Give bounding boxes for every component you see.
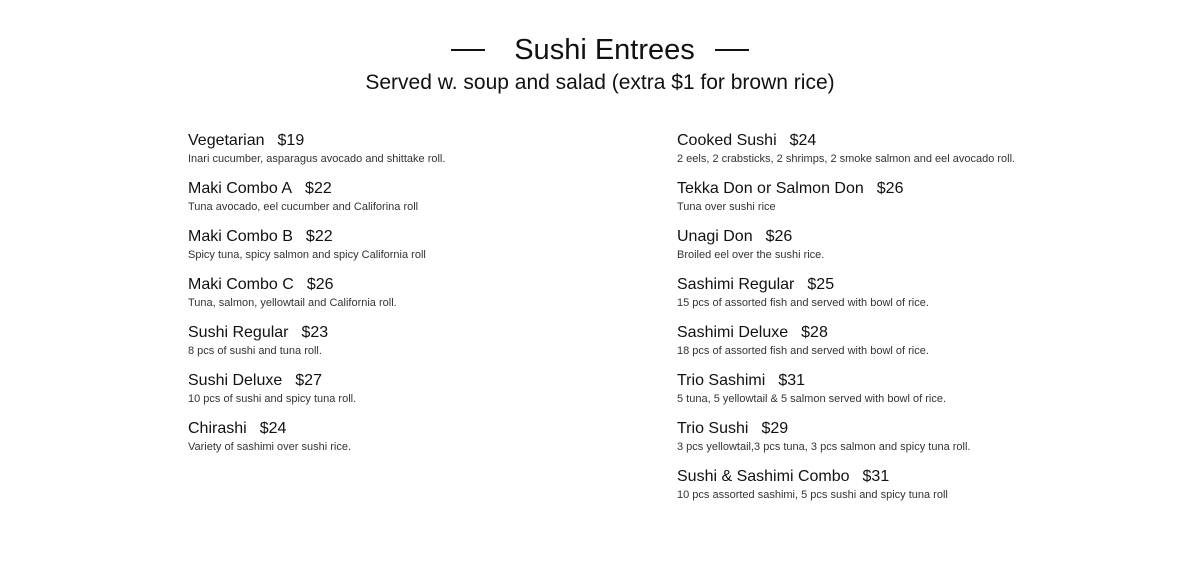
menu-item	[677, 321, 1177, 369]
menu-item-heading	[188, 129, 648, 151]
menu-item-heading	[677, 177, 1177, 199]
menu-item	[188, 129, 648, 177]
menu-item-description: Tuna, salmon, yellowtail and California roll.	[188, 297, 397, 309]
menu-item-price: $26	[765, 228, 793, 245]
menu-item-name: Maki Combo A	[188, 180, 293, 197]
menu-item-name: Sushi Regular	[188, 324, 289, 341]
title-left-dash	[451, 49, 485, 51]
menu-title: Sushi Entrees	[514, 34, 695, 66]
menu-item	[677, 225, 1177, 273]
menu-item-price: $22	[305, 180, 332, 197]
menu-item-name: Cooked Sushi	[677, 132, 777, 149]
menu-item-price: $29	[761, 420, 789, 437]
title-right-dash	[715, 49, 749, 51]
menu-item-description: Tuna avocado, eel cucumber and Califorina roll	[188, 201, 419, 213]
menu-item-heading	[188, 417, 648, 439]
menu-item-heading	[677, 369, 1177, 391]
menu-item-description: 15 pcs of assorted fish and served with bowl of rice.	[677, 297, 929, 309]
menu-item-heading	[677, 465, 1177, 487]
menu-item	[677, 129, 1177, 177]
menu-item-heading	[188, 177, 648, 199]
menu-item-price: $28	[801, 324, 828, 341]
menu-item-name: Trio Sashimi	[677, 372, 766, 389]
menu-item-price: $31	[862, 468, 890, 485]
menu-item-price: $19	[277, 132, 305, 149]
menu-item	[188, 273, 648, 321]
menu-item-price: $27	[295, 372, 322, 389]
menu-item-price: $26	[876, 180, 904, 197]
menu-item-description: 10 pcs assorted sashimi, 5 pcs sushi and spicy tuna roll	[677, 489, 948, 501]
menu-item-heading	[677, 273, 1177, 295]
menu-item-description: Broiled eel over the sushi rice.	[677, 249, 825, 261]
menu-item	[677, 465, 1177, 513]
menu-item-description: 8 pcs of sushi and tuna roll.	[188, 345, 322, 357]
title-row	[0, 30, 1200, 70]
menu-item-heading	[677, 129, 1177, 151]
menu-item-description: 5 tuna, 5 yellowtail & 5 salmon served with bowl of rice.	[677, 393, 947, 405]
menu-item	[677, 177, 1177, 225]
menu-item-name: Unagi Don	[677, 228, 753, 245]
menu-item-name: Sashimi Regular	[677, 276, 795, 293]
menu-item-heading	[677, 321, 1177, 343]
menu-item-description: Tuna over sushi rice	[677, 201, 776, 213]
menu-item	[188, 225, 648, 273]
menu-item-price: $24	[259, 420, 287, 437]
menu-item-name: Sushi Deluxe	[188, 372, 283, 389]
menu-item-name: Vegetarian	[188, 132, 265, 149]
menu-item-description: 10 pcs of sushi and spicy tuna roll.	[188, 393, 357, 405]
menu-item	[677, 273, 1177, 321]
menu-item	[188, 417, 648, 465]
menu-item-heading	[188, 321, 648, 343]
menu-item-name: Sushi & Sashimi Combo	[677, 468, 850, 485]
menu-item-heading	[188, 225, 648, 247]
menu-item-description: 2 eels, 2 crabsticks, 2 shrimps, 2 smoke salmon and eel avocado roll.	[677, 153, 1016, 165]
menu-item	[188, 369, 648, 417]
menu-item	[677, 417, 1177, 465]
menu-item-name: Sashimi Deluxe	[677, 324, 789, 341]
menu-item-name: Maki Combo B	[188, 228, 293, 245]
menu-subtitle: Served w. soup and salad (extra $1 for brown rice)	[365, 71, 835, 94]
menu-item-price: $22	[305, 228, 333, 245]
menu-item-name: Tekka Don or Salmon Don	[677, 180, 864, 197]
menu-item-price: $26	[306, 276, 334, 293]
menu-item-heading	[188, 369, 648, 391]
menu-item-description: Variety of sashimi over sushi rice.	[188, 441, 352, 453]
menu-item	[188, 321, 648, 369]
menu-item-description: 18 pcs of assorted fish and served with bowl of rice.	[677, 345, 929, 357]
menu-item-heading	[677, 225, 1177, 247]
menu-item-name: Maki Combo C	[188, 276, 294, 293]
menu-item-description: Spicy tuna, spicy salmon and spicy California roll	[188, 249, 426, 261]
menu-column-left	[188, 129, 648, 465]
menu-item-description: Inari cucumber, asparagus avocado and shittake roll.	[188, 153, 446, 165]
menu-column-right	[677, 129, 1177, 513]
menu-item-price: $25	[807, 276, 835, 293]
menu-item-description: 3 pcs yellowtail,3 pcs tuna, 3 pcs salmon and spicy tuna roll.	[677, 441, 971, 453]
menu-item-name: Chirashi	[188, 420, 247, 437]
menu-item-name: Trio Sushi	[677, 420, 749, 437]
menu-item	[188, 177, 648, 225]
menu-item-heading	[677, 417, 1177, 439]
menu-item	[677, 369, 1177, 417]
menu-item-heading	[188, 273, 648, 295]
menu-item-price: $24	[789, 132, 817, 149]
menu-item-price: $23	[301, 324, 329, 341]
menu-item-price: $31	[778, 372, 806, 389]
